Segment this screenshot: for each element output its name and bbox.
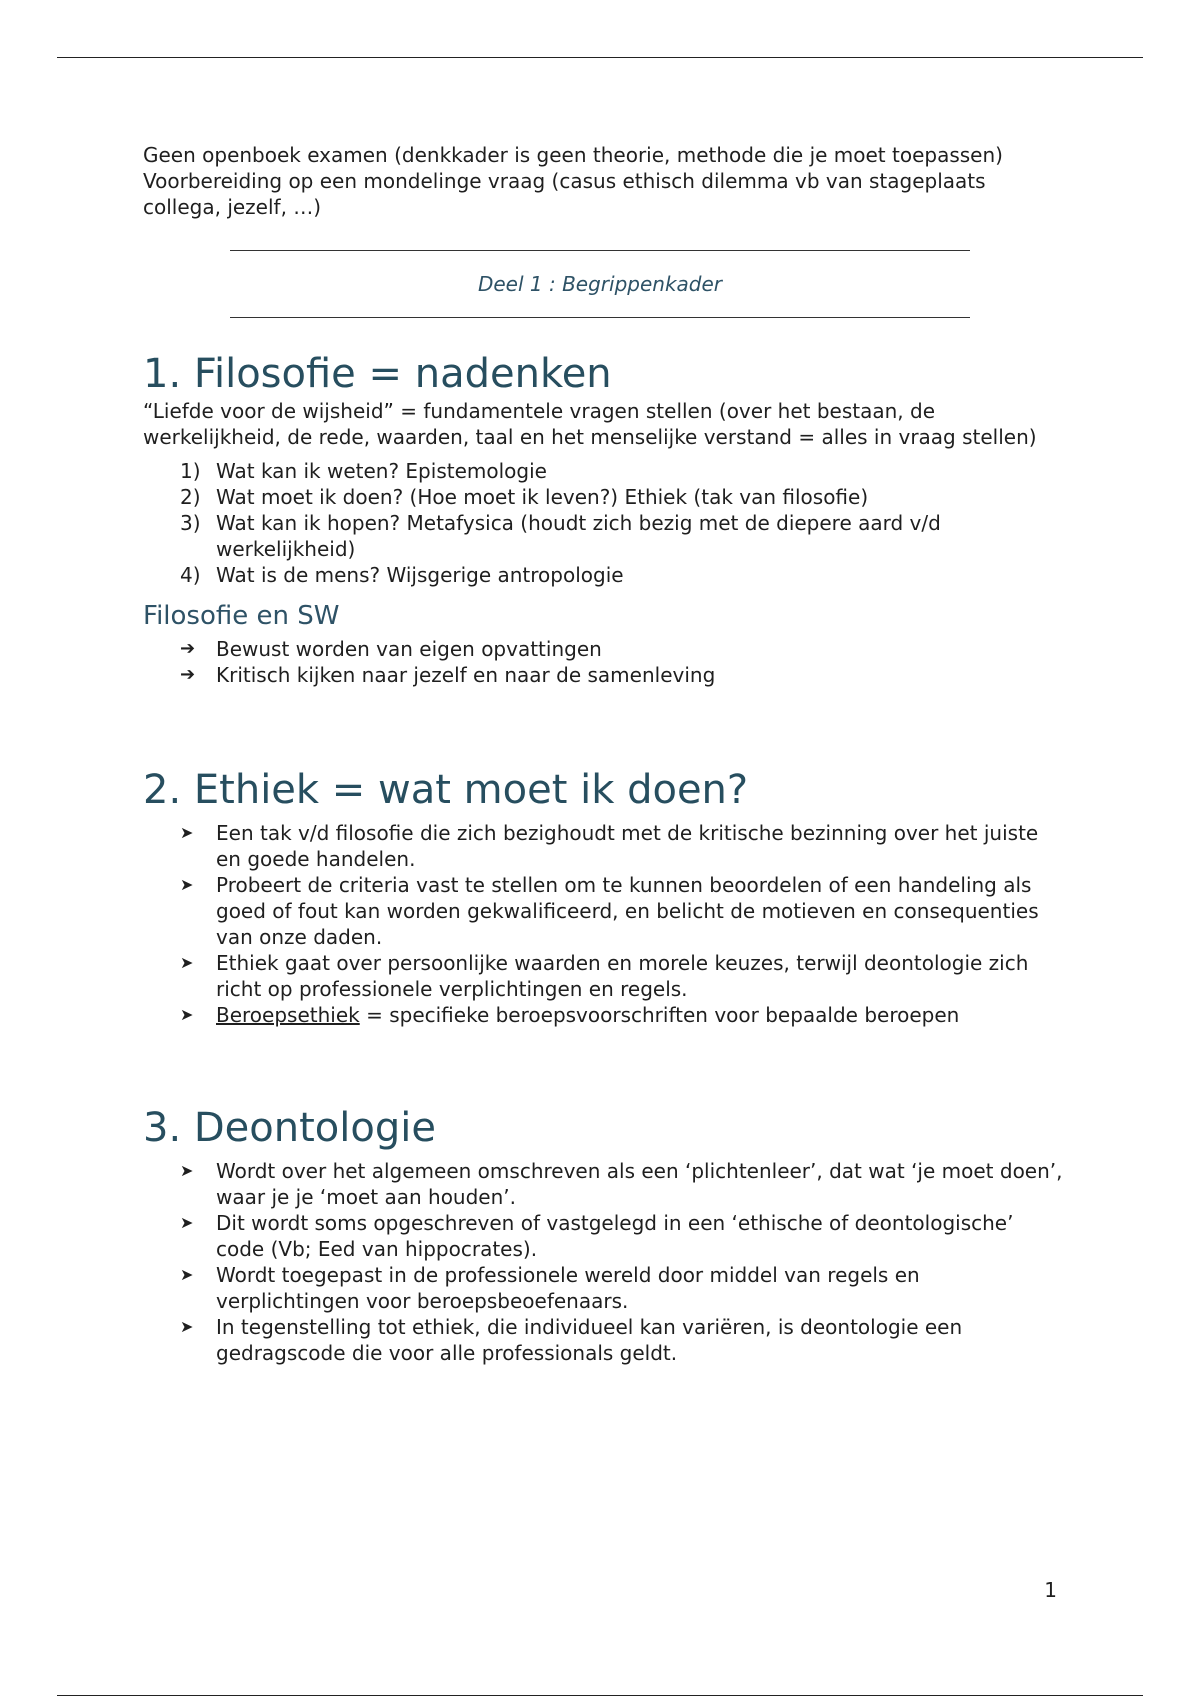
list-number: 2) — [180, 485, 201, 509]
section1-text: “Liefde voor de wijsheid” = fundamentele vragen stellen (over het bestaan, de werkelijkheid, de rede, waarden, taal en het menselijke verstand = alles in vraag stellen) — [143, 399, 1037, 449]
list-item-text: Wat moet ik doen? (Hoe moet ik leven?) Ethiek (tak van filosofie) — [216, 485, 869, 509]
list-item-text: Dit wordt soms opgeschreven of vastgelegd in een ‘ethische of deontologische’ code (Vb; Eed van hippocrates). — [216, 1211, 1014, 1261]
chevron-bullet-icon: ➤ — [180, 1317, 194, 1336]
list-item — [180, 1210, 1063, 1262]
section1-subheading: Filosofie en SW — [143, 601, 340, 631]
list-item-text: Probeert de criteria vast te stellen om te kunnen beoordelen of een handeling als goed of fout kan worden gekwalificeerd, en belicht de motieven en consequenties van onze daden. — [216, 873, 1039, 949]
list-item-text: Wat kan ik hopen? Metafysica (houdt zich bezig met de diepere aard v/d werkelijkheid) — [216, 511, 941, 561]
arrow-right-icon: ➔ — [180, 638, 196, 659]
list-item-text: Wat kan ik weten? Epistemologie — [216, 459, 547, 483]
arrow-right-icon: ➔ — [180, 664, 196, 685]
list-item-text: In tegenstelling tot ethiek, die individueel kan variëren, is deontologie een gedragscode die voor alle professionals geldt. — [216, 1315, 963, 1365]
list-item — [180, 1262, 1063, 1314]
part-title-band — [230, 250, 970, 318]
section-deontologie — [143, 1104, 1063, 1366]
section-filosofie — [143, 350, 1063, 688]
list-item — [180, 636, 1063, 662]
list-item — [180, 458, 1063, 484]
question-list — [180, 458, 1063, 588]
list-item — [180, 1314, 1063, 1366]
beroepsethiek-term: Beroepsethiek — [216, 1003, 360, 1027]
list-item-text: Ethiek gaat over persoonlijke waarden en morele keuzes, terwijl deontologie zich richt op professionele verplichtingen en regels. — [216, 951, 1029, 1001]
deontologie-list — [180, 1158, 1063, 1366]
chevron-bullet-icon: ➤ — [180, 1265, 194, 1284]
list-item — [180, 1158, 1063, 1210]
list-item — [180, 484, 1063, 510]
section1-heading: 1. Filosofie = nadenken — [143, 351, 612, 397]
list-item-text: Wat is de mens? Wijsgerige antropologie — [216, 563, 624, 587]
list-number: 4) — [180, 563, 201, 587]
section3-heading: 3. Deontologie — [143, 1105, 436, 1151]
arrow-list — [180, 636, 1063, 688]
intro-paragraph: Geen openboek examen (denkkader is geen theorie, methode die je moet toepassen) Voorbereiding op een mondelinge vraag (casus ethisch dilemma vb van stageplaats collega, jezelf, …) — [143, 143, 1003, 219]
list-item-text: Bewust worden van eigen opvattingen — [216, 637, 602, 661]
footer-rule — [57, 1695, 1143, 1696]
list-item — [180, 1002, 1063, 1028]
list-item — [180, 662, 1063, 688]
chevron-bullet-icon: ➤ — [180, 823, 194, 842]
header-rule — [57, 57, 1143, 58]
page-content — [143, 142, 1063, 1366]
list-item-text: = specifieke beroepsvoorschriften voor bepaalde beroepen — [359, 1003, 960, 1027]
ethiek-list — [180, 820, 1063, 1028]
section2-heading: 2. Ethiek = wat moet ik doen? — [143, 767, 749, 813]
list-item — [180, 950, 1063, 1002]
list-number: 3) — [180, 511, 201, 535]
list-item — [180, 510, 1063, 562]
list-item-text: Wordt toegepast in de professionele wereld door middel van regels en verplichtingen voor beroepsbeoefenaars. — [216, 1263, 920, 1313]
list-item-text: Kritisch kijken naar jezelf en naar de samenleving — [216, 663, 716, 687]
chevron-bullet-icon: ➤ — [180, 1213, 194, 1232]
list-number: 1) — [180, 459, 201, 483]
list-item-text: Een tak v/d filosofie die zich bezighoudt met de kritische bezinning over het juiste en goede handelen. — [216, 821, 1039, 871]
list-item — [180, 872, 1063, 950]
list-item — [180, 562, 1063, 588]
part-title-rule-top — [230, 250, 970, 251]
chevron-bullet-icon: ➤ — [180, 875, 194, 894]
list-item-text: Wordt over het algemeen omschreven als een ‘plichtenleer’, dat wat ‘je moet doen’, waar je je ‘moet aan houden’. — [216, 1159, 1063, 1209]
section-ethiek — [143, 766, 1063, 1028]
part-title-rule-bottom — [230, 317, 970, 318]
list-item — [180, 820, 1063, 872]
part-title: Deel 1 : Begrippenkader — [477, 272, 723, 296]
chevron-bullet-icon: ➤ — [180, 1161, 194, 1180]
chevron-bullet-icon: ➤ — [180, 953, 194, 972]
chevron-bullet-icon: ➤ — [180, 1005, 194, 1024]
page-number: 1 — [1044, 1578, 1057, 1602]
